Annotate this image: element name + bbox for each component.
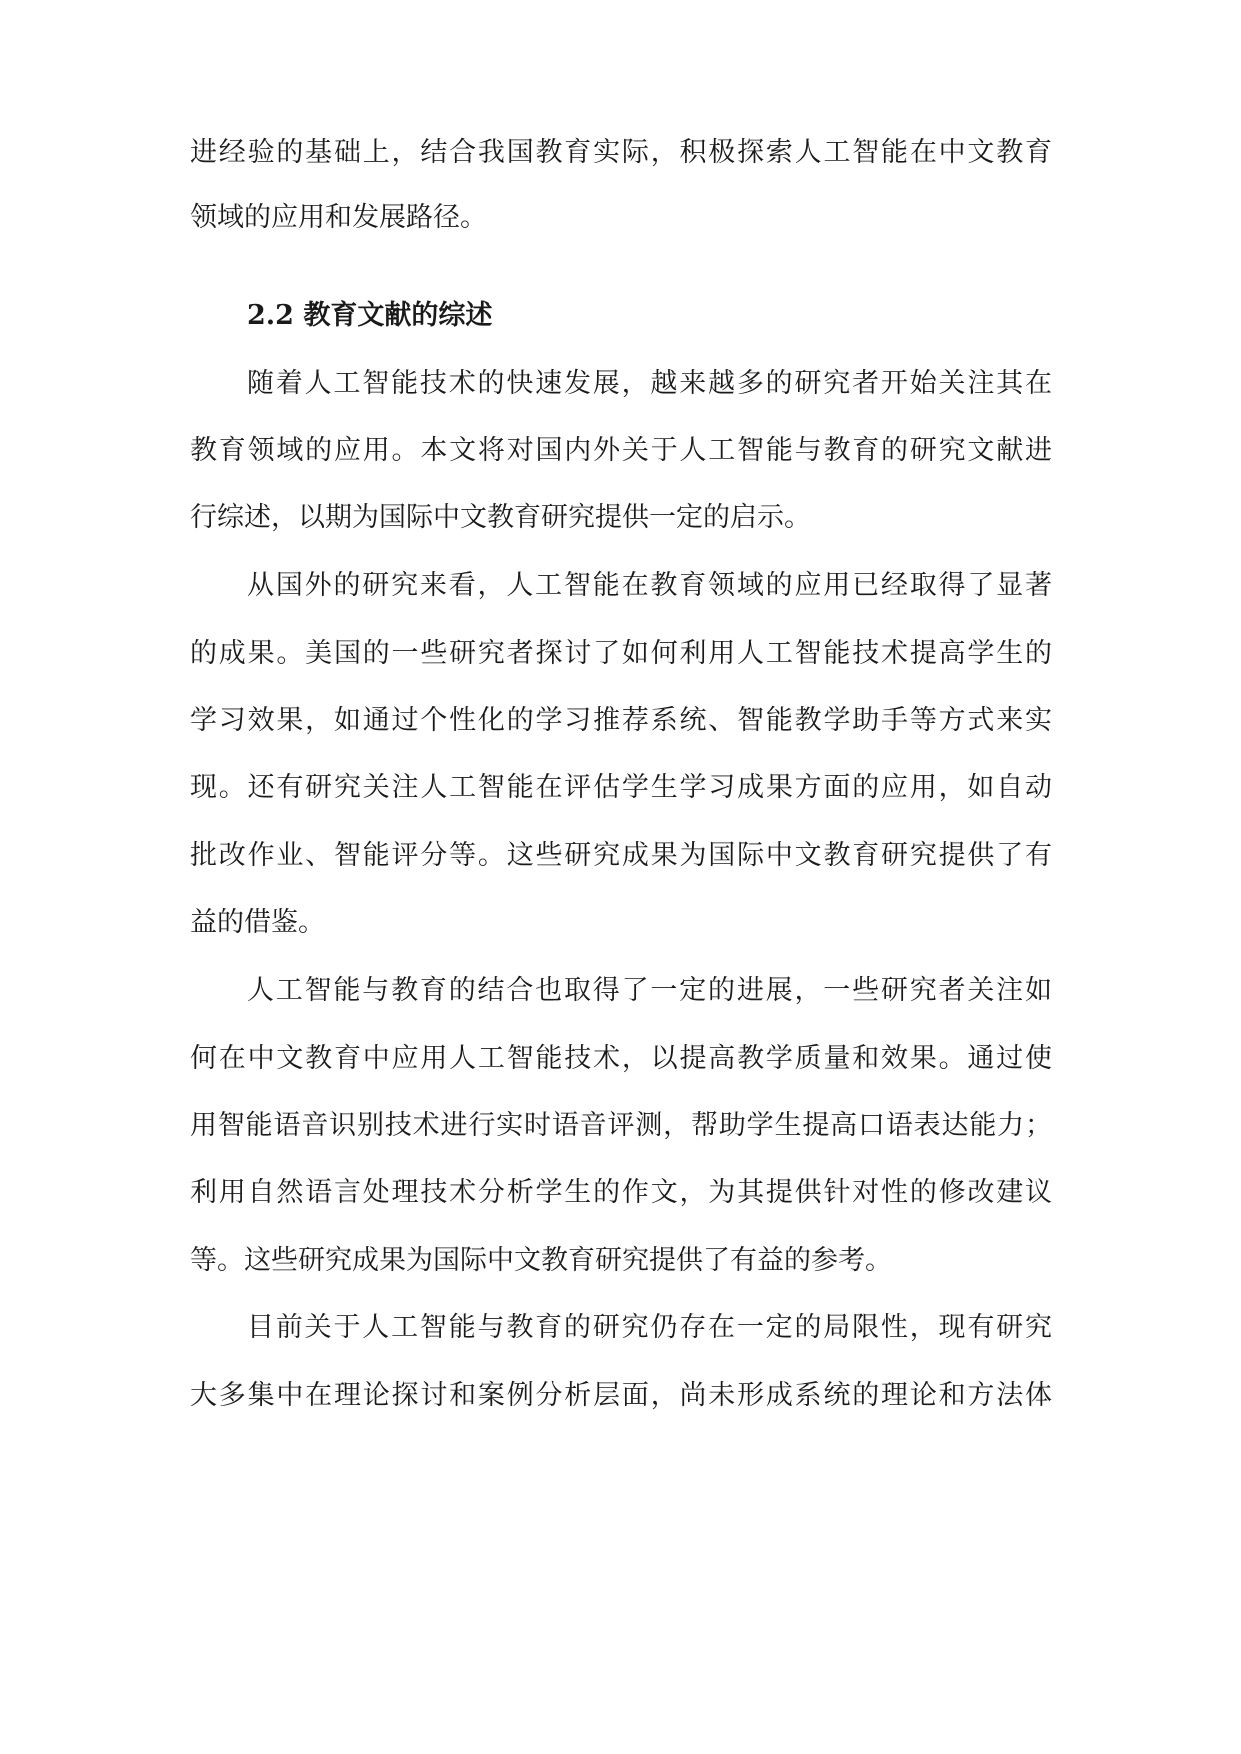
continuation-line-2: 领域的应用和发展路径。 xyxy=(190,202,487,233)
paragraph-4-line-2: 大多集中在理论探讨和案例分析层面，尚未形成系统的理论和方法体 xyxy=(190,1380,1052,1411)
paragraph-3-line-1: 人工智能与教育的结合也取得了一定的进展，一些研究者关注如 xyxy=(247,975,1052,1006)
paragraph-2-line-5: 批改作业、智能评分等。这些研究成果为国际中文教育研究提供了有 xyxy=(190,840,1052,871)
paragraph-3-line-5: 等。这些研究成果为国际中文教育研究提供了有益的参考。 xyxy=(190,1245,892,1276)
paragraph-2-line-6: 益的借鉴。 xyxy=(190,907,325,938)
continuation-line-1: 进经验的基础上，结合我国教育实际，积极探索人工智能在中文教育 xyxy=(190,137,1052,168)
paragraph-3-line-4: 利用自然语言处理技术分析学生的作文，为其提供针对性的修改建议 xyxy=(190,1177,1052,1208)
paragraph-3-line-3: 用智能语音识别技术进行实时语音评测，帮助学生提高口语表达能力； xyxy=(190,1110,1052,1141)
paragraph-3-line-2: 何在中文教育中应用人工智能技术，以提高教学质量和效果。通过使 xyxy=(190,1043,1052,1074)
paragraph-1-line-3: 行综述，以期为国际中文教育研究提供一定的启示。 xyxy=(190,502,811,533)
paragraph-2-line-2: 的成果。美国的一些研究者探讨了如何利用人工智能技术提高学生的 xyxy=(190,638,1052,669)
section-heading: 2.2 教育文献的综述 xyxy=(247,300,493,331)
paragraph-2-line-1: 从国外的研究来看，人工智能在教育领域的应用已经取得了显著 xyxy=(247,570,1052,601)
paragraph-1-line-2: 教育领域的应用。本文将对国内外关于人工智能与教育的研究文献进 xyxy=(190,435,1052,466)
paragraph-2-line-3: 学习效果，如通过个性化的学习推荐系统、智能教学助手等方式来实 xyxy=(190,705,1052,736)
paragraph-1-line-1: 随着人工智能技术的快速发展，越来越多的研究者开始关注其在 xyxy=(247,368,1052,399)
paragraph-4-line-1: 目前关于人工智能与教育的研究仍存在一定的局限性，现有研究 xyxy=(247,1312,1052,1343)
paragraph-2-line-4: 现。还有研究关注人工智能在评估学生学习成果方面的应用，如自动 xyxy=(190,772,1052,803)
